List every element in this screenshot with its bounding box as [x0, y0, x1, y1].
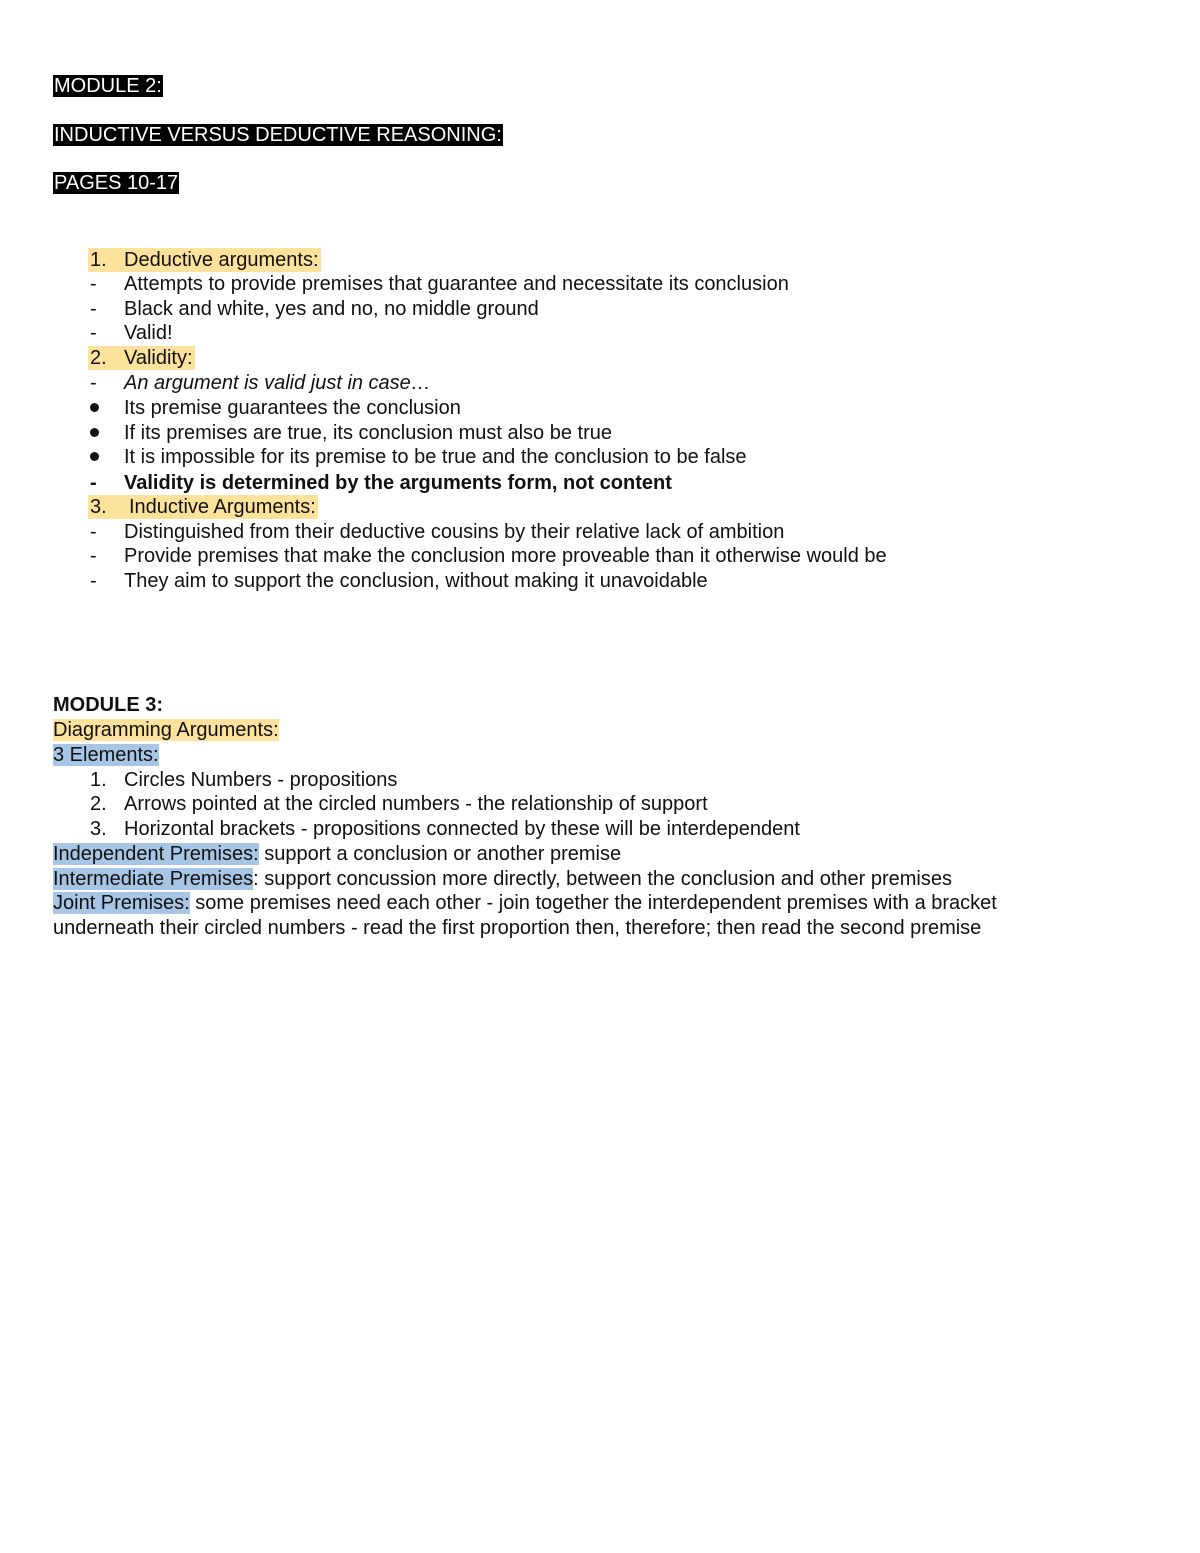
bullet-icon: [90, 403, 99, 412]
module3-subheader: Diagramming Arguments:: [53, 719, 279, 741]
definition-intermediate: Intermediate Premises: support concussion more directly, between the conclusion and other premises: [53, 868, 952, 890]
definition-independent: Independent Premises: support a conclusion or another premise: [53, 843, 622, 865]
elements-label: 3 Elements:: [53, 744, 159, 766]
bullet-icon: [90, 452, 99, 461]
module2-header: MODULE 2:: [54, 75, 162, 97]
module2-pages: PAGES 10-17: [54, 172, 179, 194]
bullet-icon: [90, 428, 99, 437]
definition-joint-continued: underneath their circled numbers - read the first proportion then, therefore; then read the second premise: [53, 917, 982, 939]
document-page: MODULE 2: INDUCTIVE VERSUS DEDUCTIVE REASONING: PAGES 10-17 1. Deductive arguments: - Attempts to provide premises that guarantee and necessitate its conclusion - Black and white, yes and no, no middle ground - Valid! 2. Validity: - An argument is valid just in case… Its premise guarantees the conclusion If its premises are true, its conclusion must also be true It is impossible for its premise to be true and the conclusion to be false - Validity is determined by the arguments form, not content 3. Inductive Arguments: - Distinguished from their deductive cousins by their relative lack of ambition - Provide premises that make the conclusion more proveable than it otherwise would be - They aim to support the conclusion, without making it unavoidable MODULE 3: Diagramming Arguments: 3 Elements: 1. Circles Numbers - propositions 2. Arrows pointed at the circled numbers - the relationship of support 3. Horizontal brackets - propositions connected by these will be interdependent Independent Premises: support a conclusion or another premise Intermediate Premises: support concussion more directly, between the conclusion and other premises Joint Premises: some premises need each other - join together the interdependent premises with a bracket underneath their circled numbers - read the first proportion then, therefore; then read the second premise: [53, 75, 997, 939]
definition-joint: Joint Premises: some premises need each other - join together the interdependent premises with a bracket: [53, 892, 997, 914]
module2-topic: INDUCTIVE VERSUS DEDUCTIVE REASONING:: [54, 124, 502, 146]
module3-header: MODULE 3:: [53, 694, 163, 716]
